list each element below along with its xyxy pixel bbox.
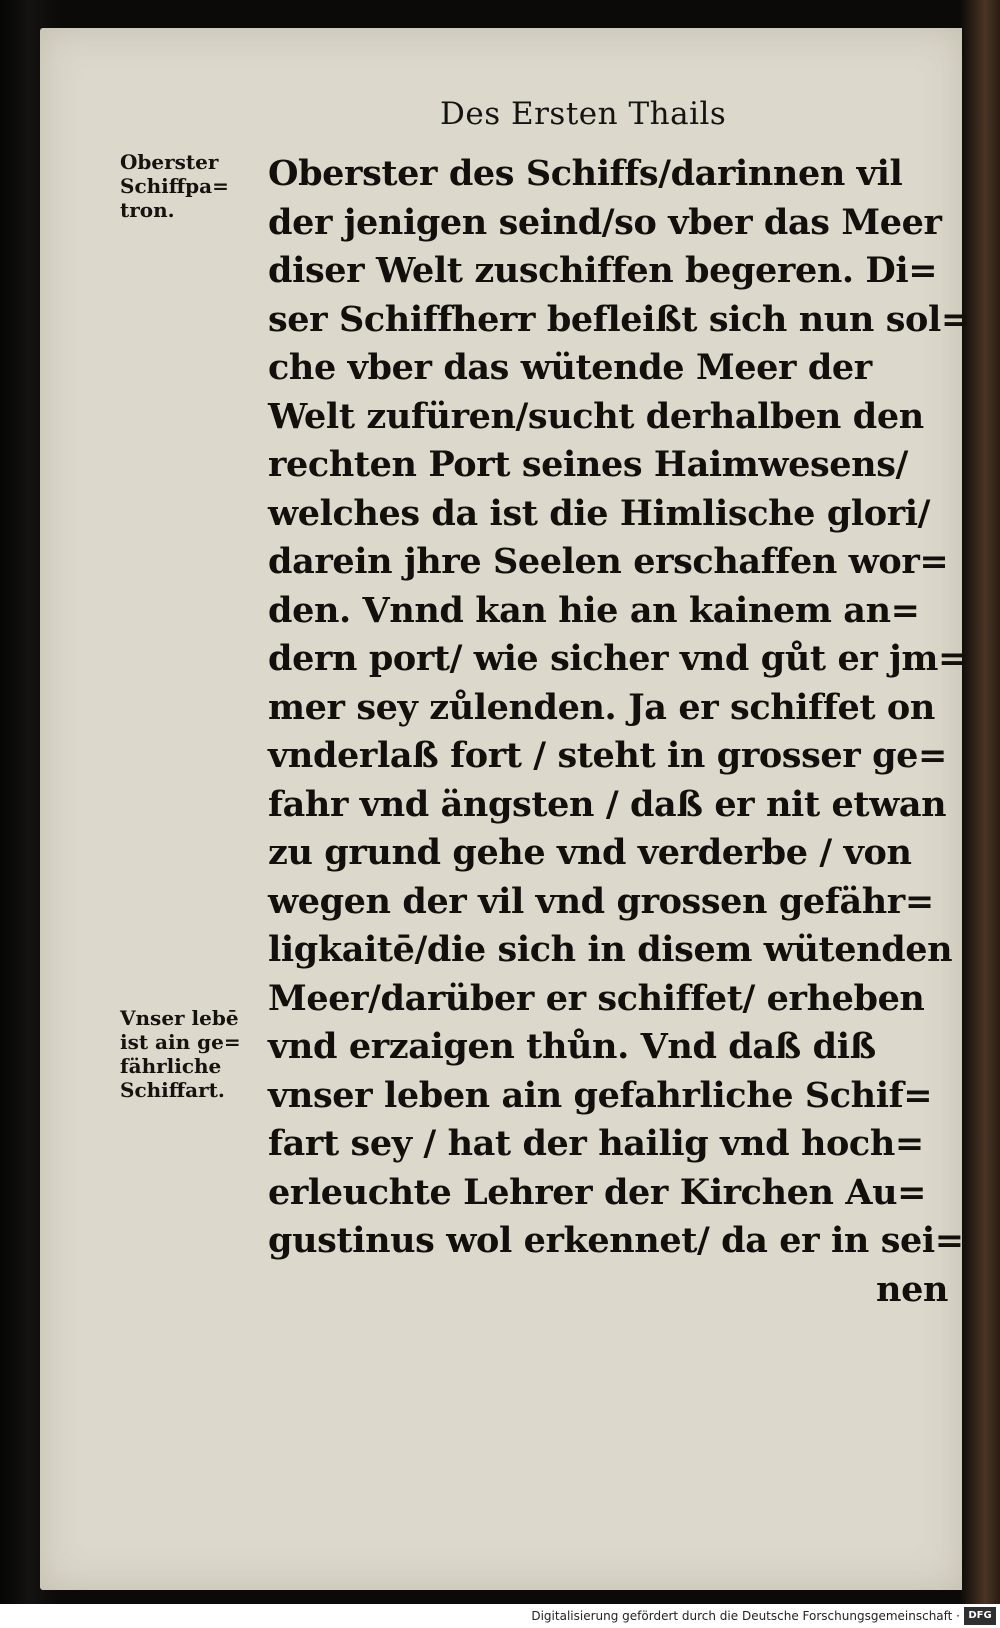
text-line: den. Vnnd kan hie an kainem an= xyxy=(268,589,920,631)
text-line: mer sey zůlenden. Ja er schiffet on xyxy=(268,686,935,728)
text-line: ligkaitē/die sich in disem wütenden xyxy=(268,929,953,970)
text-line: fart sey / hat der hailig vnd hoch= xyxy=(268,1123,924,1164)
text-line: der jenigen seind/so vber das Meer xyxy=(268,201,942,243)
margin-note-line: Vnser lebē xyxy=(120,1006,239,1030)
catchword: nen xyxy=(876,1268,948,1310)
text-line: erleuchte Lehrer der Kirchen Au= xyxy=(268,1171,927,1213)
text-line: rechten Port seines Haimwesens/ xyxy=(268,444,908,485)
footer-bar xyxy=(0,1604,1000,1628)
margin-note-line: tron. xyxy=(120,198,175,222)
margin-note-line: Schiffpa= xyxy=(120,174,229,198)
text-line: vnd erzaigen thůn. Vnd daß diß xyxy=(268,1026,876,1067)
text-line: gustinus wol erkennet/ da er in sei= xyxy=(268,1220,964,1261)
text-line: ser Schiffherr befleißt sich nun sol= xyxy=(268,298,970,340)
margin-note-line: Oberster xyxy=(120,150,219,174)
text-line: vnderlaß fort / steht in grosser ge= xyxy=(268,735,947,776)
text-line: darein jhre Seelen erschaffen wor= xyxy=(268,541,949,582)
margin-note-2 xyxy=(120,1006,290,1102)
text-line: wegen der vil vnd grossen gefähr= xyxy=(268,880,934,922)
margin-note-line: fährliche xyxy=(120,1054,222,1078)
text-line: diser Welt zuschiffen begeren. Di= xyxy=(268,250,938,291)
text-line: Oberster des Schiffs/darinnen vil xyxy=(268,153,903,194)
dfg-logo-icon: DFG xyxy=(964,1607,996,1625)
text-line: welches da ist die Himlische glori/ xyxy=(268,492,931,534)
text-line: Meer/darüber er schiffet/ erheben xyxy=(268,977,925,1019)
text-line: che vber das wütende Meer der xyxy=(268,347,872,388)
text-line: dern port/ wie sicher vnd gůt er jm= xyxy=(268,638,967,679)
funding-note: Digitalisierung gefördert durch die Deutsche Forschungsgemeinschaft · xyxy=(531,1609,960,1623)
running-head: Des Ersten Thails xyxy=(440,96,727,132)
margin-note-line: ist ain ge= xyxy=(120,1030,241,1054)
body-text xyxy=(268,150,970,1314)
text-line: zu grund gehe vnd verderbe / von xyxy=(268,832,912,873)
margin-note-line: Schiffart. xyxy=(120,1078,225,1102)
margin-note-1 xyxy=(120,150,290,222)
text-line: Welt zufüren/sucht derhalben den xyxy=(268,395,924,437)
text-line: vnser leben ain gefahrliche Schif= xyxy=(268,1074,933,1116)
text-line: fahr vnd ängsten / daß er nit etwan xyxy=(268,783,947,825)
